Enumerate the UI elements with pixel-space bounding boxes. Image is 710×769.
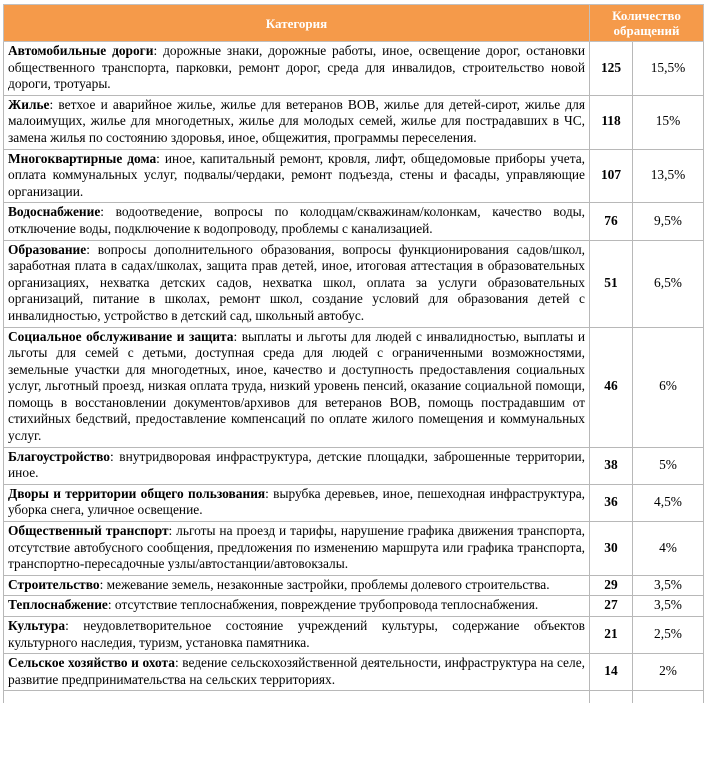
table-row	[4, 575, 704, 596]
category-cell	[4, 203, 590, 240]
appeals-table	[3, 4, 704, 703]
appeals-count: 27	[590, 596, 633, 617]
category-name: Водоснабжение	[8, 204, 101, 220]
category-cell	[4, 575, 590, 596]
category-cell	[4, 95, 590, 149]
table-header-row	[4, 5, 704, 42]
appeals-count: 29	[590, 575, 633, 596]
appeals-percent: 2%	[633, 654, 704, 691]
category-name: Социальное обслуживание и защита	[8, 328, 234, 344]
category-cell	[4, 240, 590, 327]
appeals-percent: 15%	[633, 95, 704, 149]
table-body	[4, 42, 704, 704]
category-description: : межевание земель, незаконные застройки, проблемы долевого строительства.	[99, 576, 550, 592]
appeals-count: 21	[590, 617, 633, 654]
table-row	[4, 596, 704, 617]
category-cell	[4, 447, 590, 484]
table-row	[4, 149, 704, 203]
appeals-count: 36	[590, 484, 633, 521]
appeals-count: 107	[590, 149, 633, 203]
empty-cell	[4, 691, 590, 704]
appeals-percent: 4,5%	[633, 484, 704, 521]
category-description: : иное, капитальный ремонт, кровля, лифт, общедомовые приборы учета, оплата коммунальных услуг, подвалы/чердаки, ремонт подъезда, стены и фасады, управляющие организации.	[8, 150, 586, 199]
table-row	[4, 654, 704, 691]
table-row	[4, 522, 704, 576]
category-description: : неудовлетворительное состояние учреждений культуры, содержание объектов культурного наследия, туризм, установка памятника.	[8, 618, 585, 650]
category-name: Образование	[8, 241, 87, 257]
category-name: Культура	[8, 618, 66, 633]
category-cell	[4, 42, 590, 96]
category-description: : внутридворовая инфраструктура, детские площадки, заброшенные территории, иное.	[8, 448, 585, 481]
table-row	[4, 484, 704, 521]
table-row	[4, 240, 704, 327]
category-description: : ветхое и аварийное жилье, жилье для ветеранов ВОВ, жилье для детей-сирот, жилье для малоимущих, жилье для многодетных, жилье для молодых семей, жилье для пострадавших в ЧС, замена жилья по состоянию здоровья, иное, общежития, программы переселения.	[8, 96, 585, 145]
category-description: : отсутствие теплоснабжения, повреждение трубопровода теплоснабжения.	[107, 597, 539, 613]
category-name: Благоустройство	[8, 448, 110, 464]
appeals-percent: 9,5%	[633, 203, 704, 240]
table-row	[4, 203, 704, 240]
empty-cell	[633, 691, 704, 704]
category-name: Автомобильные дороги	[8, 43, 154, 58]
category-cell	[4, 654, 590, 691]
table-row	[4, 95, 704, 149]
category-name: Теплоснабжение	[8, 597, 108, 613]
empty-cell	[590, 691, 633, 704]
appeals-count: 125	[590, 42, 633, 96]
category-description: : водоотведение, вопросы по колодцам/скважинам/колонкам, качество воды, отключение воды, подключение к водопроводу, проблемы с канализацией.	[8, 204, 585, 236]
category-name: Строительство	[8, 576, 100, 592]
appeals-count: 46	[590, 327, 633, 447]
category-description: : дорожные знаки, дорожные работы, иное, освещение дорог, остановки общественного транспорта, парковки, ремонт дорог, среда для инвалидов, строительство новой дороги, тротуары.	[8, 43, 585, 92]
appeals-count: 51	[590, 240, 633, 327]
category-description: : вырубка деревьев, иное, пешеходная инфраструктура, уборка снега, уличное освещение.	[8, 485, 585, 518]
appeals-percent: 5%	[633, 447, 704, 484]
category-name: Жилье	[8, 96, 50, 112]
category-description: : выплаты и льготы для людей с инвалидностью, выплаты и льготы для семей с детьми, доступная среда для людей с ограниченными возможностями, земельные участки для многодетных, иное, качество и доступность предоставления социальных услуг, льготный проезд, низкая оплата труда, низкий уровень пенсий, оказание социальной помощи, помощь в восстановлении документов/архивов для ветеранов ВОВ, помощь пострадавшим от стихийных бедствий, предоставление компенсаций по оплате жилого помещения и коммунальных услуг.	[8, 328, 585, 444]
category-cell	[4, 596, 590, 617]
table-row	[4, 327, 704, 447]
table-row	[4, 447, 704, 484]
appeals-percent: 3,5%	[633, 575, 704, 596]
appeals-count: 30	[590, 522, 633, 576]
category-description: : вопросы дополнительного образования, вопросы функционирования садов/школ, заработная плата в садах/школах, защита прав детей, иное, итоговая аттестация в образовательных организациях, нехватка детских садов, нехватка школ, оплата за услуги образовательных организаций, питание в школах, ремонт школ, создание условий для образования детей с инвалидностью, устройство в детский сад, школьный автобус.	[8, 241, 585, 323]
appeals-count: 76	[590, 203, 633, 240]
appeals-count: 14	[590, 654, 633, 691]
appeals-percent: 4%	[633, 522, 704, 576]
category-name: Общественный транспорт	[8, 523, 169, 539]
appeals-percent: 6%	[633, 327, 704, 447]
appeals-percent: 13,5%	[633, 149, 704, 203]
category-cell	[4, 522, 590, 576]
header-count: Количество обращений	[590, 5, 704, 42]
category-name: Дворы и территории общего пользования	[8, 485, 266, 501]
category-cell	[4, 617, 590, 654]
appeals-percent: 6,5%	[633, 240, 704, 327]
category-description: : льготы на проезд и тарифы, нарушение графика движения транспорта, отсутствие автобусного сообщения, предложения по изменению маршрута или графика транспорта, транспортно-пересадочные узлы/автостанции/автовокзалы.	[8, 523, 585, 572]
appeals-percent: 3,5%	[633, 596, 704, 617]
table-row	[4, 617, 704, 654]
appeals-percent: 15,5%	[633, 42, 704, 96]
table-row-cutoff	[4, 691, 704, 704]
category-description: : ведение сельскохозяйственной деятельности, инфраструктура на селе, развитие предпринимательства на сельских территориях.	[8, 655, 585, 687]
category-cell	[4, 149, 590, 203]
appeals-percent: 2,5%	[633, 617, 704, 654]
appeals-count: 118	[590, 95, 633, 149]
header-category: Категория	[4, 5, 590, 42]
table-row	[4, 42, 704, 96]
category-name: Сельское хозяйство и охота	[8, 655, 175, 671]
appeals-count: 38	[590, 447, 633, 484]
category-cell	[4, 484, 590, 521]
category-cell	[4, 327, 590, 447]
category-name: Многоквартирные дома	[8, 150, 157, 166]
